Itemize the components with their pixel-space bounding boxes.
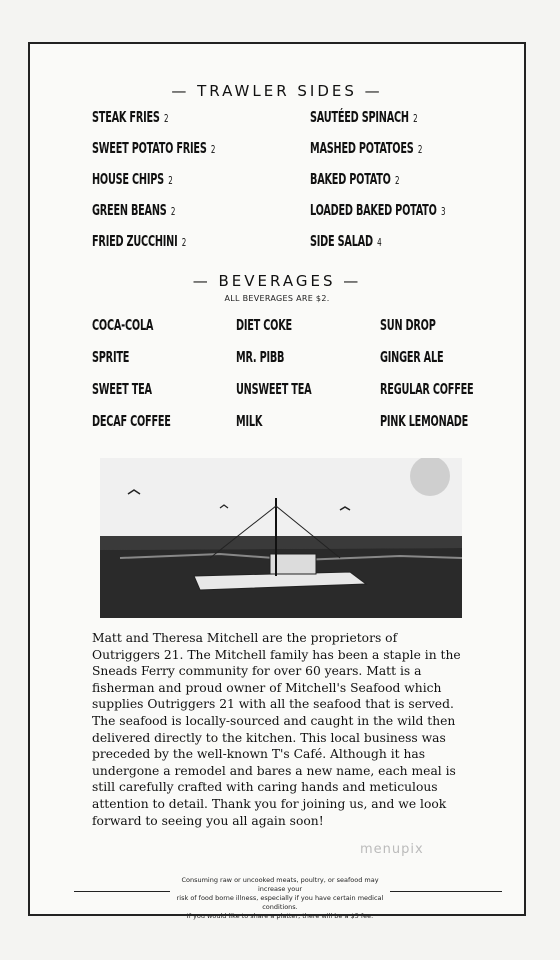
beverage-item: COCA-COLA	[92, 316, 154, 334]
menu-item: HOUSE CHIPS 2	[92, 170, 173, 188]
notice-line: If you would like to share a platter, there will be a $5 fee.	[186, 912, 374, 920]
menu-item: SWEET POTATO FRIES 2	[92, 139, 216, 157]
beverage-item: DECAF COFFEE	[92, 412, 171, 430]
divider-left	[74, 891, 170, 892]
divider-right	[390, 891, 502, 892]
notice-line: risk of food borne illness, especially if you have certain medical conditions.	[176, 894, 384, 911]
restaurant-story: Matt and Theresa Mitchell are the proprietors of Outriggers 21. The Mitchell family has been a staple in the Sneads Ferry community for over 60 years. Matt is a fisherman and proud owner of Mitchell's Seafood which supplies Outriggers 21 with all the seafood that is served. The seafood is locally-sourced and caught in the wild then delivered directly to the kitchen. This local business was preceded by the well-known T's Café. Although it has undergone a remodel and bares a new name, each meal is still carefully crafted with caring hands and meticulous attention to detail. Thank you for joining us, and we look forward to seeing you all again soon!	[92, 631, 461, 828]
notice-line: Consuming raw or uncooked meats, poultry, or seafood may increase your	[181, 876, 379, 893]
beverage-item: SPRITE	[92, 348, 130, 366]
trawler-sides-heading: — TRAWLER SIDES —	[171, 82, 383, 100]
beverage-item: SWEET TEA	[92, 380, 152, 398]
beverage-item: UNSWEET TEA	[236, 380, 312, 398]
menu-item: MASHED POTATOES 2	[310, 139, 423, 157]
beverages-note: ALL BEVERAGES ARE $2.	[224, 294, 330, 303]
beverage-item: MILK	[236, 412, 263, 430]
food-safety-notice	[170, 876, 390, 921]
fishing-boat-illustration	[100, 458, 462, 618]
beverage-item: REGULAR COFFEE	[380, 380, 474, 398]
menu-page	[28, 42, 526, 920]
menu-item: SIDE SALAD 4	[310, 232, 382, 250]
beverage-item: SUN DROP	[380, 316, 436, 334]
menu-item: GREEN BEANS 2	[92, 201, 176, 219]
beverage-item: DIET COKE	[236, 316, 292, 334]
menu-item: FRIED ZUCCHINI 2	[92, 232, 187, 250]
beverage-item: GINGER ALE	[380, 348, 444, 366]
beverage-item: MR. PIBB	[236, 348, 285, 366]
menu-item: SAUTÉED SPINACH 2	[310, 108, 418, 126]
beverage-item: PINK LEMONADE	[380, 412, 469, 430]
fishing-boat-photo	[100, 458, 462, 618]
beverages-heading: — BEVERAGES —	[192, 272, 362, 290]
menu-item: BAKED POTATO 2	[310, 170, 400, 188]
menu-item: STEAK FRIES 2	[92, 108, 169, 126]
watermark: menupix	[360, 842, 424, 857]
menu-item: LOADED BAKED POTATO 3	[310, 201, 446, 219]
